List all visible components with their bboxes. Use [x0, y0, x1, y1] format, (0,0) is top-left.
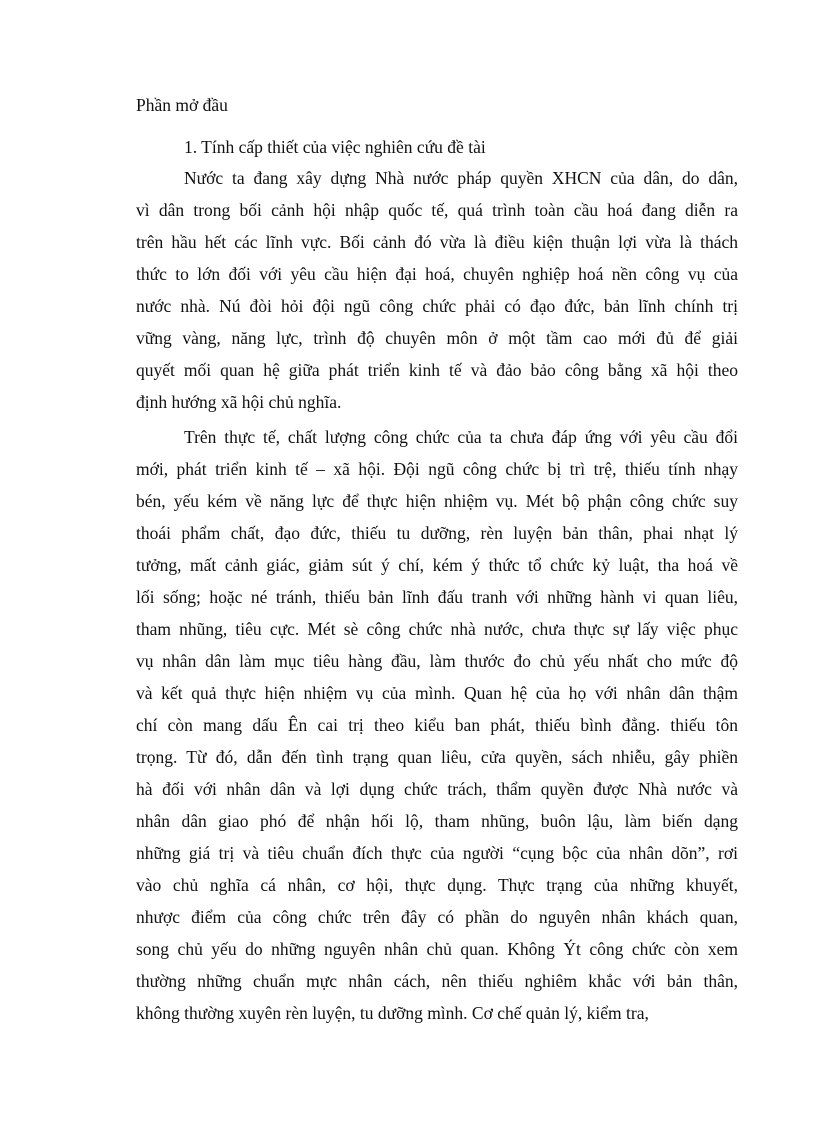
- document-heading: Phần mở đầu: [136, 95, 228, 115]
- paragraph-2-line-17: song chủ yếu do những nguyên nhân chủ quan. Không Ýt công chức còn xem: [136, 939, 738, 959]
- paragraph-2-line-13: nhân dân giao phó để nhận hối lộ, tham nhũng, buôn lậu, làm biến dạng: [136, 811, 738, 831]
- paragraph-1-line-8: định hướng xã hội chủ nghĩa.: [136, 392, 342, 412]
- paragraph-2-line-9: và kết quả thực hiện nhiệm vụ của mình. Quan hệ của họ với nhân dân thậm: [136, 683, 738, 703]
- paragraph-2-line-6: lối sống; hoặc né tránh, thiếu bản lĩnh đấu tranh với những hành vi quan liêu,: [136, 587, 738, 607]
- paragraph-2-line-4: thoái phẩm chất, đạo đức, thiếu tu dưỡng, rèn luyện bản thân, phai nhạt lý: [136, 523, 738, 543]
- paragraph-2-line-15: vào chủ nghĩa cá nhân, cơ hội, thực dụng. Thực trạng của những khuyết,: [136, 875, 738, 895]
- paragraph-2-line-12: hà đối với nhân dân và lợi dụng chức trách, thẩm quyền được Nhà nước và: [136, 779, 738, 799]
- paragraph-2-line-5: tưởng, mất cảnh giác, giảm sút ý chí, kém ý thức tổ chức kỷ luật, tha hoá về: [136, 555, 738, 575]
- paragraph-2-line-18: thường những chuẩn mực nhân cách, nên thiếu nghiêm khắc với bản thân,: [136, 971, 738, 991]
- paragraph-2-line-11: trọng. Từ đó, dẫn đến tình trạng quan liêu, cửa quyền, sách nhiễu, gây phiền: [136, 747, 738, 767]
- paragraph-1-line-3: trên hầu hết các lĩnh vực. Bối cảnh đó vừa là điều kiện thuận lợi vừa là thách: [136, 232, 738, 252]
- paragraph-2-line-19: không thường xuyên rèn luyện, tu dưỡng mình. Cơ chế quản lý, kiểm tra,: [136, 1003, 649, 1023]
- paragraph-2-line-7: tham nhũng, tiêu cực. Mét sè công chức nhà nước, chưa thực sự lấy việc phục: [136, 619, 738, 639]
- paragraph-1-line-4: thức to lớn đối với yêu cầu hiện đại hoá, chuyên nghiệp hoá nền công vụ của: [136, 264, 738, 284]
- paragraph-1-line-2: vì dân trong bối cảnh hội nhập quốc tế, quá trình toàn cầu hoá đang diễn ra: [136, 200, 738, 220]
- paragraph-2-line-3: bén, yếu kém về năng lực để thực hiện nhiệm vụ. Mét bộ phận công chức suy: [136, 491, 738, 511]
- paragraph-1-line-1: Nước ta đang xây dựng Nhà nước pháp quyền XHCN của dân, do dân,: [184, 168, 738, 188]
- paragraph-2-line-2: mới, phát triển kinh tế – xã hội. Đội ngũ công chức bị trì trệ, thiếu tính nhạy: [136, 459, 738, 479]
- paragraph-2-line-1: Trên thực tế, chất lượng công chức của ta chưa đáp ứng với yêu cầu đổi: [184, 427, 738, 447]
- paragraph-2-line-8: vụ nhân dân làm mục tiêu hàng đầu, làm thước đo chủ yếu nhất cho mức độ: [136, 651, 738, 671]
- section-title: 1. Tính cấp thiết của việc nghiên cứu đề tài: [184, 137, 486, 157]
- paragraph-1-line-5: nước nhà. Nú đòi hỏi đội ngũ công chức phải có đạo đức, bản lĩnh chính trị: [136, 296, 738, 316]
- paragraph-2-line-10: chí còn mang dấu Ên cai trị theo kiểu ban phát, thiếu bình đẳng. thiếu tôn: [136, 715, 738, 735]
- paragraph-1-line-6: vững vàng, năng lực, trình độ chuyên môn ở một tầm cao mới đủ để giải: [136, 328, 738, 348]
- paragraph-2-line-14: những giá trị và tiêu chuẩn đích thực của người “cụng bộc của nhân dõn”, rơi: [136, 843, 738, 863]
- paragraph-1-line-7: quyết mối quan hệ giữa phát triển kinh tế và đảo bảo công bằng xã hội theo: [136, 360, 738, 380]
- paragraph-2-line-16: nhược điểm của công chức trên đây có phần do nguyên nhân khách quan,: [136, 907, 738, 927]
